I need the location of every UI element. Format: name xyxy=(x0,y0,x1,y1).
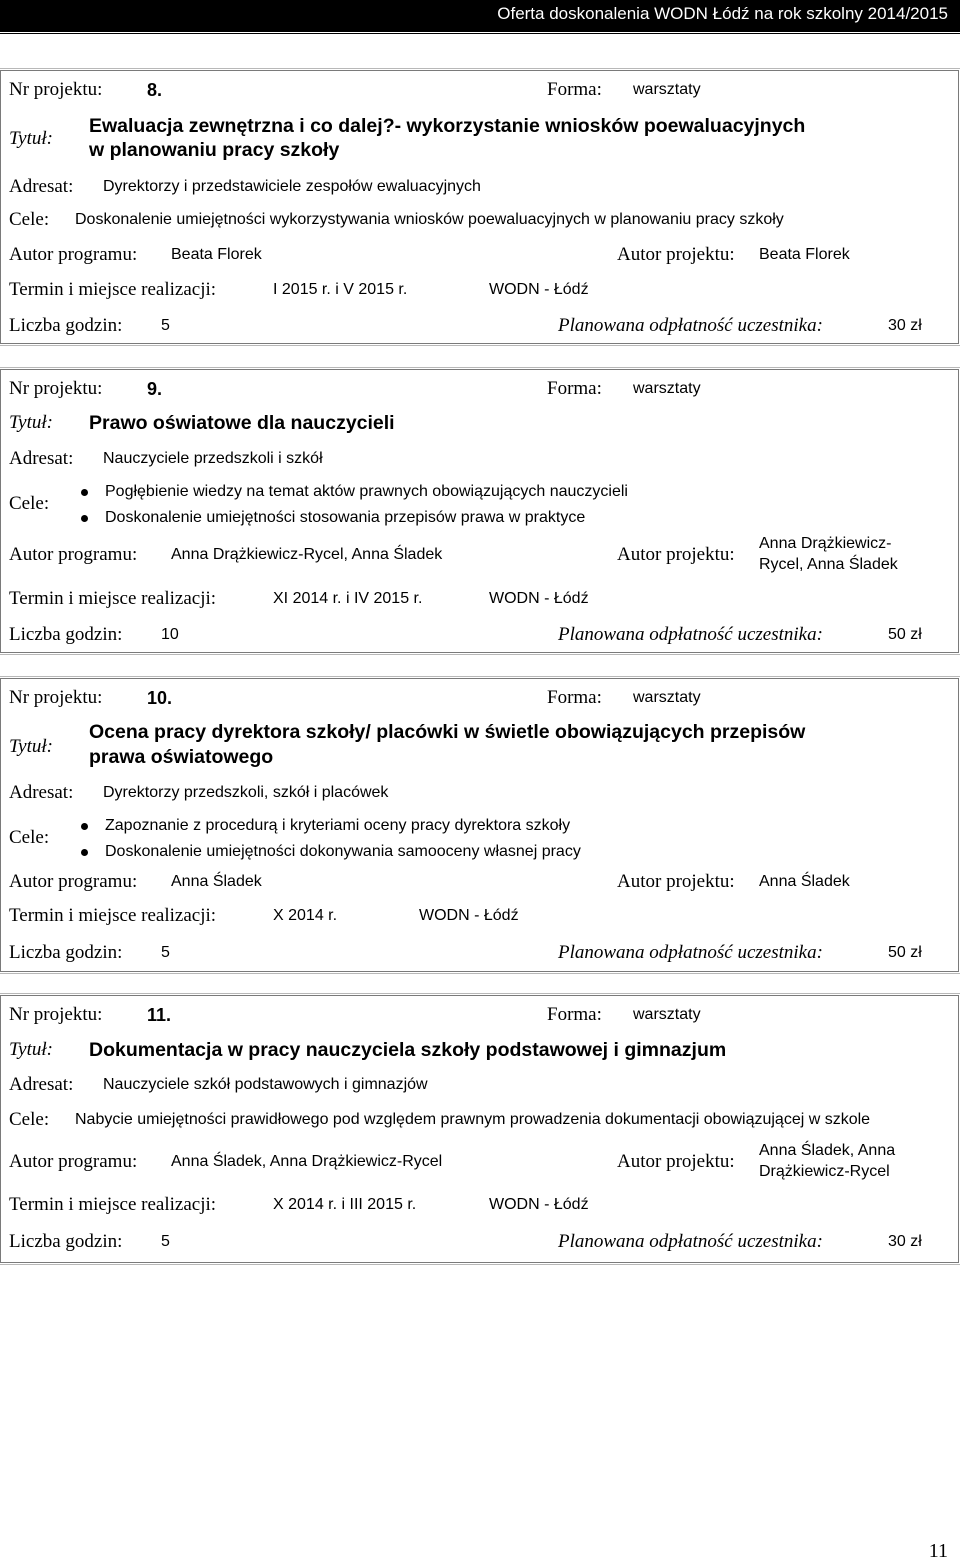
miejsce-value: WODN - Łódź xyxy=(489,1196,589,1213)
cele-item-text: Doskonalenie umiejętności stosowania przepisów prawa w praktyce xyxy=(105,509,586,526)
termin-value: XI 2014 r. i IV 2015 r. xyxy=(273,590,423,607)
header-rule xyxy=(0,33,960,34)
cele-label: Cele: xyxy=(9,1109,50,1130)
termin-label: Termin i miejsce realizacji: xyxy=(9,905,217,926)
bullet-icon xyxy=(81,823,88,830)
adresat-value: Dyrektorzy przedszkoli, szkół i placówek xyxy=(103,784,389,801)
project-number: 11. xyxy=(147,1005,172,1025)
project-number: 9. xyxy=(147,379,163,399)
adresat-value: Nauczyciele szkół podstawowych i gimnazjów xyxy=(103,1076,428,1093)
bullet-icon xyxy=(81,489,88,496)
forma-value: warsztaty xyxy=(633,81,701,98)
project-card xyxy=(0,70,959,344)
project-title-line2: prawa oświatowego xyxy=(89,746,274,768)
nr-label: Nr projektu: xyxy=(9,378,103,399)
termin-value: X 2014 r. xyxy=(273,907,338,924)
liczba-godzin-label: Liczba godzin: xyxy=(9,1231,123,1252)
autor-programu-label: Autor programu: xyxy=(9,871,138,892)
forma-value: warsztaty xyxy=(633,1006,701,1023)
liczba-godzin-label: Liczba godzin: xyxy=(9,624,123,645)
adresat-label: Adresat: xyxy=(9,1074,74,1095)
cele-item-text: Pogłębienie wiedzy na temat aktów prawnych obowiązujących nauczycieli xyxy=(105,483,628,500)
termin-value: X 2014 r. i III 2015 r. xyxy=(273,1196,417,1213)
autor-projektu-label: Autor projektu: xyxy=(617,544,735,565)
tytul-label: Tytuł: xyxy=(9,1039,53,1060)
autor-programu-label: Autor programu: xyxy=(9,544,138,565)
odplatnosc-label: Planowana odpłatność uczestnika: xyxy=(558,1231,823,1252)
autor-projektu-label: Autor projektu: xyxy=(617,244,735,265)
odplatnosc-value: 50 zł xyxy=(888,944,922,961)
miejsce-value: WODN - Łódź xyxy=(419,907,519,924)
cele-list xyxy=(79,482,628,534)
cele-item: Nabycie umiejętności prawidłowego pod względem prawnym prowadzenia dokumentacji obowiązującej w szkole xyxy=(75,1111,871,1128)
project-title-line1: Ewaluacja zewnętrzna i co dalej?- wykorzystanie wniosków poewaluacyjnych xyxy=(89,115,806,137)
autor-projektu-value-line2: Rycel, Anna Śladek xyxy=(759,556,898,573)
forma-label: Forma: xyxy=(547,378,602,399)
tytul-label: Tytuł: xyxy=(9,412,53,433)
adresat-value: Nauczyciele przedszkoli i szkół xyxy=(103,450,323,467)
autor-projektu-value-line1: Anna Śladek, Anna xyxy=(759,1142,896,1159)
odplatnosc-value: 50 zł xyxy=(888,626,922,643)
project-title-line2: w planowaniu pracy szkoły xyxy=(89,139,340,161)
liczba-godzin-value: 10 xyxy=(161,626,179,643)
autor-projektu-label: Autor projektu: xyxy=(617,871,735,892)
liczba-godzin-label: Liczba godzin: xyxy=(9,315,123,336)
nr-label: Nr projektu: xyxy=(9,687,103,708)
cele-label: Cele: xyxy=(9,827,50,848)
nr-label: Nr projektu: xyxy=(9,79,103,100)
autor-programu-label: Autor programu: xyxy=(9,244,138,265)
forma-value: warsztaty xyxy=(633,380,701,397)
termin-value: I 2015 r. i V 2015 r. xyxy=(273,281,408,298)
cele-item-text: Doskonalenie umiejętności dokonywania samooceny własnej pracy xyxy=(105,843,581,860)
cele-item: Doskonalenie umiejętności wykorzystywania wniosków poewaluacyjnych w planowaniu pracy szkoły xyxy=(75,211,784,228)
autor-programu-value: Anna Śladek xyxy=(171,873,262,890)
liczba-godzin-value: 5 xyxy=(161,944,170,961)
header-title: Oferta doskonalenia WODN Łódź na rok szkolny 2014/2015 xyxy=(497,4,948,23)
cele-label: Cele: xyxy=(9,209,50,230)
forma-label: Forma: xyxy=(547,79,602,100)
nr-label: Nr projektu: xyxy=(9,1004,103,1025)
autor-programu-value: Anna Śladek, Anna Drążkiewicz-Rycel xyxy=(171,1153,443,1170)
autor-projektu-label: Autor projektu: xyxy=(617,1151,735,1172)
adresat-value: Dyrektorzy i przedstawiciele zespołów ewaluacyjnych xyxy=(103,178,481,195)
bullet-icon xyxy=(81,515,88,522)
page-number: 11 xyxy=(928,1540,948,1562)
project-number: 10. xyxy=(147,688,173,708)
autor-projektu-value-line1: Anna Drążkiewicz- xyxy=(759,535,892,552)
bullet-icon xyxy=(81,849,88,856)
project-card xyxy=(0,995,959,1263)
cele-item xyxy=(79,482,628,508)
miejsce-value: WODN - Łódź xyxy=(489,281,589,298)
project-title-line1: Prawo oświatowe dla nauczycieli xyxy=(89,412,395,434)
project-card xyxy=(0,369,959,653)
autor-projektu-value: Anna Śladek xyxy=(759,873,850,890)
project-card xyxy=(0,678,959,972)
tytul-label: Tytuł: xyxy=(9,736,53,757)
termin-label: Termin i miejsce realizacji: xyxy=(9,1194,217,1215)
adresat-label: Adresat: xyxy=(9,176,74,197)
autor-projektu-value: Beata Florek xyxy=(759,246,850,263)
odplatnosc-label: Planowana odpłatność uczestnika: xyxy=(558,315,823,336)
odplatnosc-label: Planowana odpłatność uczestnika: xyxy=(558,942,823,963)
odplatnosc-label: Planowana odpłatność uczestnika: xyxy=(558,624,823,645)
project-title-line1: Dokumentacja w pracy nauczyciela szkoły podstawowej i gimnazjum xyxy=(89,1039,727,1061)
liczba-godzin-value: 5 xyxy=(161,317,170,334)
cele-item xyxy=(79,816,581,842)
autor-programu-label: Autor programu: xyxy=(9,1151,138,1172)
forma-label: Forma: xyxy=(547,1004,602,1025)
adresat-label: Adresat: xyxy=(9,782,74,803)
forma-label: Forma: xyxy=(547,687,602,708)
autor-programu-value: Anna Drążkiewicz-Rycel, Anna Śladek xyxy=(171,546,443,563)
liczba-godzin-label: Liczba godzin: xyxy=(9,942,123,963)
termin-label: Termin i miejsce realizacji: xyxy=(9,588,217,609)
miejsce-value: WODN - Łódź xyxy=(489,590,589,607)
cele-label: Cele: xyxy=(9,493,50,514)
project-number: 8. xyxy=(147,80,163,100)
cele-item xyxy=(79,842,581,868)
odplatnosc-value: 30 zł xyxy=(888,1233,922,1250)
cele-item xyxy=(79,508,628,534)
autor-projektu-value-line2: Drążkiewicz-Rycel xyxy=(759,1163,890,1180)
project-title-line1: Ocena pracy dyrektora szkoły/ placówki w świetle obowiązujących przepisów xyxy=(89,721,806,743)
autor-programu-value: Beata Florek xyxy=(171,246,262,263)
liczba-godzin-value: 5 xyxy=(161,1233,170,1250)
header-band xyxy=(0,0,960,32)
cele-list xyxy=(79,816,581,868)
cele-item-text: Zapoznanie z procedurą i kryteriami oceny pracy dyrektora szkoły xyxy=(105,817,571,834)
termin-label: Termin i miejsce realizacji: xyxy=(9,279,217,300)
forma-value: warsztaty xyxy=(633,689,701,706)
odplatnosc-value: 30 zł xyxy=(888,317,922,334)
adresat-label: Adresat: xyxy=(9,448,74,469)
tytul-label: Tytuł: xyxy=(9,128,53,149)
